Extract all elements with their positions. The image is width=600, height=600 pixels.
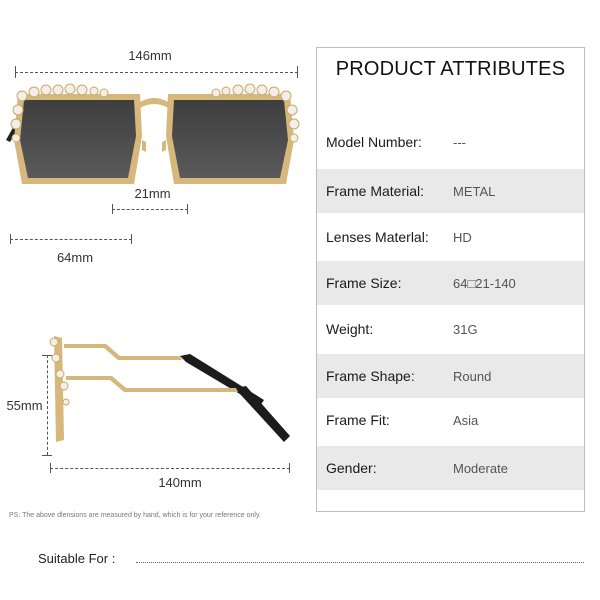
temple-length-line — [50, 468, 290, 469]
suitable-for-dotted-line — [136, 562, 584, 563]
attribute-label: Model Number: — [326, 134, 422, 150]
attribute-label: Frame Shape: — [326, 368, 415, 384]
lens-width-label: 64mm — [56, 250, 94, 265]
attribute-row-weight — [317, 307, 584, 351]
attribute-value: 64□21-140 — [453, 275, 516, 291]
attribute-value: Round — [453, 368, 492, 384]
attribute-row-gender — [317, 446, 584, 490]
product-attributes-panel — [316, 47, 585, 512]
attribute-value: Asia — [453, 412, 479, 428]
temple-length-label: 140mm — [158, 475, 202, 490]
bridge-label: 21mm — [134, 186, 171, 201]
attribute-row-frame-shape — [317, 354, 584, 398]
lens-height-label: 55mm — [6, 398, 43, 413]
suitable-for-label: Suitable For : — [38, 551, 116, 566]
total-width-line — [15, 72, 298, 73]
attribute-label: Weight: — [326, 321, 374, 337]
attribute-row-model-number — [317, 120, 584, 164]
glasses-front-image — [0, 80, 310, 200]
bridge-line — [112, 209, 188, 210]
attribute-label: Frame Material: — [326, 183, 425, 199]
attribute-value: 31G — [453, 321, 478, 337]
attribute-value: --- — [453, 134, 466, 150]
bridge-tick-left — [112, 204, 113, 214]
measurement-note: PS: The above dlensions are measured by hand, which is for your reference only. — [9, 512, 261, 519]
temple-length-tick-right — [289, 463, 290, 473]
lens-width-tick-left — [10, 234, 11, 244]
attribute-label: Gender: — [326, 460, 377, 476]
attribute-label: Lenses Materlal: — [326, 229, 429, 245]
temple-length-tick-left — [50, 463, 51, 473]
attribute-value: METAL — [453, 183, 496, 199]
attribute-value: HD — [453, 229, 472, 245]
bridge-tick-right — [187, 204, 188, 214]
attribute-row-frame-material — [317, 169, 584, 213]
glasses-side-image — [40, 330, 300, 450]
attribute-row-frame-size — [317, 261, 584, 305]
total-width-label: 146mm — [128, 48, 172, 63]
attribute-row-frame-fit — [317, 398, 584, 442]
total-width-tick-left — [15, 66, 16, 78]
attribute-row-lenses-material — [317, 215, 584, 259]
total-width-tick-right — [297, 66, 298, 78]
lens-width-line — [10, 239, 132, 240]
panel-title: PRODUCT ATTRIBUTES — [335, 58, 566, 80]
lens-width-tick-right — [131, 234, 132, 244]
attribute-label: Frame Size: — [326, 275, 402, 291]
lens-height-tick-top — [42, 355, 52, 356]
attribute-value: Moderate — [453, 460, 508, 476]
lens-height-tick-bottom — [42, 455, 52, 456]
attribute-label: Frame Fit: — [326, 412, 390, 428]
lens-height-line — [47, 355, 48, 455]
